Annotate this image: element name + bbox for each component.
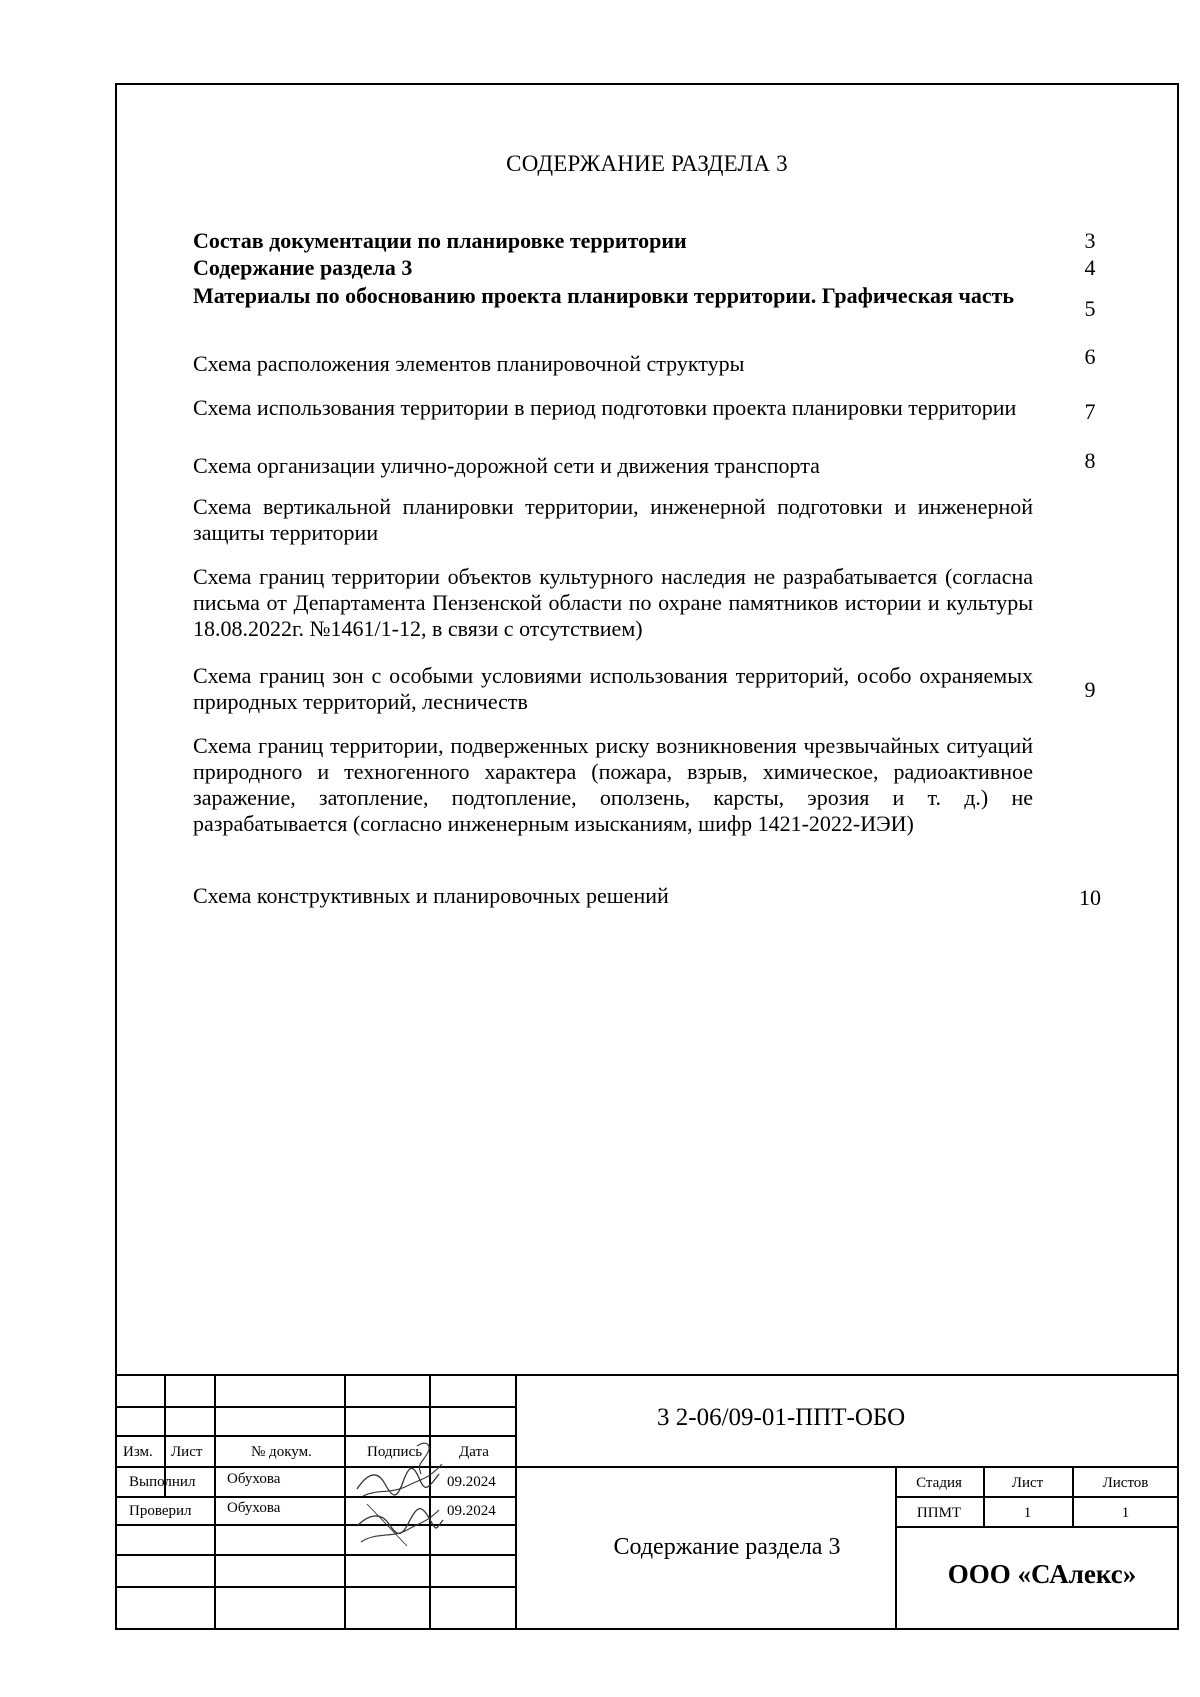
toc-item-text: Схема организации улично-дорожной сети и движения транспорта: [193, 453, 820, 478]
row-date: 09.2024: [447, 1474, 496, 1490]
toc-item: [193, 255, 1033, 281]
toc-item: [193, 663, 1033, 715]
toc-item-page: 7: [1084, 399, 1096, 424]
toc-item: [193, 351, 1033, 377]
toc-item: [193, 883, 1033, 909]
col-header-list: Лист: [171, 1444, 203, 1460]
toc-item-text: Схема границ территории, подверженных риску возникновения чрезвычайных ситуаций природного и техногенного характера (пожара, взрыв, химическое, радиоактивное заражение, затопление, подтопление, оползень, карсты, эрозия и т. д.) не разрабатывается (согласно инженерным изысканиям, шифр 1421-2022-ИЭИ): [193, 733, 1033, 836]
toc-item: [193, 564, 1033, 642]
toc-item-text: Схема расположения элементов планировочной структуры: [193, 351, 745, 376]
stage-value: ППМТ: [916, 1505, 962, 1521]
toc-item-page: 8: [1084, 448, 1096, 473]
company-name: ООО «САлекс»: [947, 1559, 1137, 1589]
sheets-value: 1: [1121, 1505, 1130, 1521]
toc-item-text: Состав документации по планировке территории: [193, 228, 687, 253]
row-role: Выполнил: [129, 1474, 196, 1490]
toc-item-text: Схема границ территории объектов культурного наследия не разрабатывается (согласна письма от Департамента Пензенской области по охране памятников истории и культуры 18.08.2022г. №1461/1-12, в связи с отсутствием): [193, 564, 1033, 641]
col-header-date: Дата: [459, 1444, 489, 1460]
toc-item: [193, 494, 1033, 546]
sheet-title: Содержание раздела 3: [613, 1534, 841, 1560]
sheet-value: 1: [1023, 1505, 1032, 1521]
toc-item-text: Схема использования территории в период подготовки проекта планировки территории: [193, 395, 1017, 420]
signature-image: [347, 1434, 447, 1554]
col-header-sign: Подпись: [367, 1444, 423, 1460]
row-role: Проверил: [129, 1503, 192, 1519]
document-code: 3 2-06/09-01-ППТ-ОБО: [657, 1404, 906, 1431]
stage-header: Стадия: [916, 1475, 962, 1491]
toc-item-page: 9: [1084, 677, 1096, 702]
page-title: СОДЕРЖАНИЕ РАЗДЕЛА 3: [506, 151, 788, 176]
page-frame: [115, 83, 1179, 1630]
col-header-izm: Изм.: [123, 1444, 153, 1460]
toc-item-page: 5: [1084, 296, 1096, 321]
row-name: Обухова: [227, 1471, 281, 1487]
toc-item-page: 3: [1084, 228, 1096, 253]
toc-item-text: Схема вертикальной планировки территории, инженерной подготовки и инженерной защиты территории: [193, 494, 1033, 545]
toc-item-text: Схема границ зон с особыми условиями использования территорий, особо охраняемых природных территорий, лесничеств: [193, 663, 1033, 714]
toc-item-text: Содержание раздела 3: [193, 255, 413, 280]
toc-item: [193, 453, 1033, 479]
toc-item: [193, 228, 1033, 254]
toc-item-text: Материалы по обоснованию проекта планировки территории. Графическая часть: [193, 283, 1015, 308]
toc-item-text: Схема конструктивных и планировочных решений: [193, 883, 669, 908]
row-date: 09.2024: [447, 1503, 496, 1519]
toc-item-page: 6: [1084, 344, 1096, 369]
toc-item-page: 10: [1079, 885, 1101, 910]
title-block: [117, 1374, 1177, 1628]
col-header-doc: № докум.: [251, 1444, 312, 1460]
toc-item: [193, 733, 1033, 837]
sheet-header: Лист: [1011, 1475, 1044, 1491]
toc-item: [193, 395, 1033, 421]
sheets-header: Листов: [1102, 1475, 1149, 1491]
row-name: Обухова: [227, 1500, 281, 1516]
toc-item-page: 4: [1084, 255, 1096, 280]
toc-item: [193, 283, 1033, 309]
